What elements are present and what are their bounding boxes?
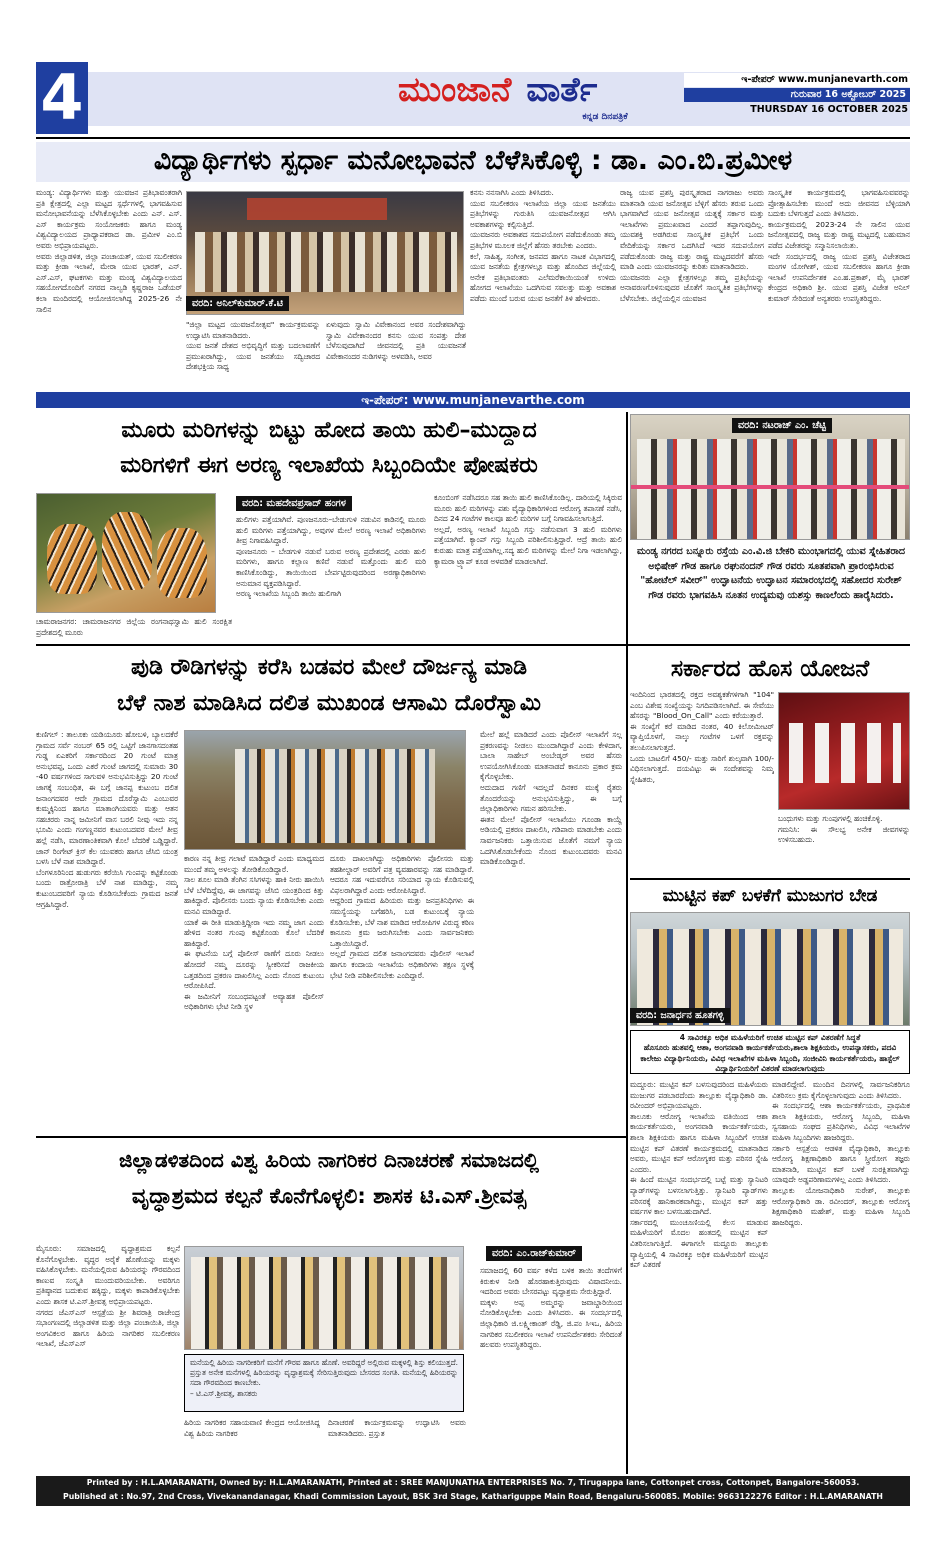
- epaper-bar[interactable]: ಇ-ಪೇಪರ್: www.munjanevarthe.com: [36, 392, 910, 408]
- story7-col3: ದಿನಾಚರಣೆ ಕಾರ್ಯಕ್ರಮವನ್ನು ಉದ್ಘಾಟಿಸಿ ಅವರು ಮಾತನಾಡಿದರು. ಪ್ರಸ್ತುತ: [328, 1418, 466, 1438]
- epaper-link[interactable]: ಇ-ಪೇಪರ್ www.munjanevarth.com: [684, 73, 910, 87]
- story5-headline: ಸರ್ಕಾರದ ಹೊಸ ಯೋಜನೆ: [670, 656, 870, 682]
- imprint-line1: Printed by : H.L.AMARANATH, Owned by: H.L.AMARANATH, Printed at : SREE MANJUNATHA ENTERPRISES No. 7, Tirugappa lane, Cottonpet cross, Cottonpet, Bangalore-560053.: [86, 1478, 860, 1487]
- story1-col4: ಕನಸು ನನಸಾಗಿಸಿ ಎಂದು ತಿಳಿಸಿದರು. ಯುವ ಸಬಲೀಕರಣ ಇಲಾಖೆಯ ಜಿಲ್ಲಾ ಯುವ ಜನತೆಯು ಪ್ರತಿಭೆಗಳನ್ನು ಗುರುತಿಸಿ ಯುವಜನೋತ್ಸವ ಆಗಿಸಿ ಅವಕಾಶಗಳನ್ನು ಕಲ್ಪಿಸುತ್ತಿದೆ. ಯುವಜನರು ಅವಕಾಶದ ಸದುಪಯೋಗ ಪಡೆದುಕೊಂಡು ತಮ್ಮ ಪ್ರತಿಭೆಗಳ ಮೂಲಕ ಜಿಲ್ಲೆಗೆ ಹೆಸರು ತರಬೇಕು ಎಂದರು. ಕಲೆ, ಸಾಹಿತ್ಯ, ಸಂಗೀತ, ಜನಪದ ಹಾಗೂ ನಾಟಕ ವಿಭಾಗದಲ್ಲಿ ಯುವ ಜನತೆಯ ಕ್ಷೇತ್ರಗಳಲ್ಲೂ ಮತ್ತು ಹೊಂದಿದ ಜಿಲ್ಲೆಯಲ್ಲಿ ಅನೇಕ ಪ್ರತಿಭಾವಂತರು ಎಲೆಮರೆಕಾಯಿಯಂತೆ ಉಳಿದು ಹೋಗದ ಇಲಾಖೆಯು ಒದಗಿಸುವ ಸವಲತ್ತು ಮತ್ತು ಅವಕಾಶ ಪಡೆದು ಮುಂದೆ ಬರುವ ಯುವ ಜನತೆಗೆ ತಿಳಿ ಹೇಳಿದರು.: [470, 188, 616, 303]
- story1-col5: ರಾಜ್ಯ ಯುವ ಪ್ರಶಸ್ತಿ ಪುರಸ್ಕೃತರಾದ ನಾಗರಾಜು ಅವರು ಮಾತನಾಡಿ ಯುವ ಜನೋತ್ಸವ ಬೆಳ್ಳಿಗೆ ಹೆಸರು ತರುವ ಒಂದು ಭಾಗವಾಗಿದೆ ಯುವ ಜನೋತ್ಸವ ಯತ್ನಕ್ಕೆ ಸರ್ಕಾರ ಮತ್ತು ಇಲಾಖೆಗಳು ಪ್ರಮುಖವಾದ ಎಂದರೆ ತಪ್ಪಾಗುವುದಿಲ್ಲ. ಯುವಶಕ್ತಿ ಅಡಗಿರುವ ಸಾಂಸ್ಕೃತಿಕ ಪ್ರತಿಭೆಗೆ ಒಂದು ವೇದಿಕೆಯನ್ನು ಸರ್ಕಾರ ಒದಗಿಸಿದೆ ಇದರ ಸದುಪಯೋಗ ಪಡೆದುಕೊಂಡು ರಾಜ್ಯ ಮತ್ತು ರಾಷ್ಟ್ರ ಮಟ್ಟದವರೆಗೆ ಹೆಸರು ಮಾಡಿ ಎಂದು ಯುವಜನರನ್ನು ಕುರಿತು ಮಾತನಾಡಿದರು. ಯುವಜನರು ಎಲ್ಲಾ ಕ್ಷೇತ್ರಗಳಲ್ಲೂ ತಮ್ಮ ಪ್ರತಿಭೆಯನ್ನು ಅನಾವರಣಗೊಳಿಸುವುದರ ಜೊತೆಗೆ ಸಾಂಸ್ಕೃತಿಕ ಪ್ರತಿಭೆಗಳನ್ನು ಬೆಳೆಸಬೇಕು. ಜಿಲ್ಲೆಯಲ್ಲಿನ ಯುವಜನ: [620, 188, 764, 303]
- masthead-title-left: ಮುಂಜಾನೆ: [398, 70, 512, 110]
- story5-body-left: ಇಂದಿನಿಂದ ಭಾರತದಲ್ಲಿ ರಕ್ತದ ಅವಶ್ಯಕತೆಗಳಿಗಾಗಿ "104" ಎಂಬ ವಿಶೇಷ ಸಂಖ್ಯೆಯನ್ನು ನಿಗದಿಪಡಿಸಲಾಗಿದೆ. ಈ ಸೇವೆಯು ಹೆಸರನ್ನು "Blood_On_Call" ಎಂದು ಕರೆಯುತ್ತಾರೆ. ಈ ಸಂಖ್ಯೆಗೆ ಕರೆ ಮಾಡಿದ ನಂತರ, 40 ಕಿಲೋಮೀಟರ್ ವ್ಯಾಪ್ತಿಯೊಳಗೆ, ನಾಲ್ಕು ಗಂಟೆಗಳ ಒಳಗೆ ರಕ್ತವನ್ನು ತಲುಪಿಸಲಾಗುತ್ತದೆ. ಒಂದು ಬಾಟಲಿಗೆ 450/- ಮತ್ತು ಸಾರಿಗೆ ಶುಲ್ಕವಾಗಿ 100/- ವಿಧಿಸಲಾಗುತ್ತದೆ. ದಯವಿಟ್ಟು ಈ ಸಂದೇಶವನ್ನು ನಿಮ್ಮ ಸ್ನೇಹಿತರು,: [630, 690, 774, 784]
- field-photo: [184, 730, 466, 850]
- story4-col3: ದೂರು ದಾಖಲಾಗಿದ್ದು ಅಧಿಕಾರಿಗಳು ಪೊಲೀಸರು ಮತ್ತು ತಹಶೀಲ್ದಾರ್ ಅವರಿಗೆ ಪತ್ರ ವ್ಯವಹಾರವನ್ನು ಸಹ ಮಾಡಿದ್ದಾರೆ. ಆದರೂ ಸಹ ಇದುವರೆಗೂ ಸರಿಯಾದ ನ್ಯಾಯ ಕೊಡಿಸುವಲ್ಲಿ ವಿಫಲರಾಗಿದ್ದಾರೆ ಎಂದು ಆರೋಪಿಸಿದ್ದಾರೆ. ಆದ್ದರಿಂದ ಗ್ರಾಮದ ಹಿರಿಯರು ಮತ್ತು ಜನಪ್ರತಿನಿಧಿಗಳು ಈ ಸಮಸ್ಯೆಯನ್ನು ಬಗೆಹರಿಸಿ, ಬಡ ಕುಟುಂಬಕ್ಕೆ ನ್ಯಾಯ ಕೊಡಿಸಬೇಕು, ಬೆಳೆ ನಾಶ ಮಾಡಿದ ಆರೋಪಿಗಳ ವಿರುದ್ಧ ಕಠಿಣ ಕಾನೂನು ಕ್ರಮ ಜರುಗಿಸಬೇಕು ಎಂದು ಸಾರ್ವಜನಿಕರು ಒತ್ತಾಯಿಸಿದ್ದಾರೆ. ಅಲ್ಲದೆ ಗ್ರಾಮದ ದಲಿತ ಜನಾಂಗದವರು ಪೊಲೀಸ್ ಇಲಾಖೆ ಹಾಗೂ ಕಂದಾಯ ಇಲಾಖೆಯ ಅಧಿಕಾರಿಗಳು ತಕ್ಷಣ ಸ್ಥಳಕ್ಕೆ ಭೇಟಿ ನೀಡಿ ಪರಿಶೀಲಿಸಬೇಕು ಎಂದಿದ್ದಾರೆ.: [330, 854, 474, 980]
- story1-col1: ಮಂಡ್ಯ: ವಿದ್ಯಾರ್ಥಿಗಳು ಮತ್ತು ಯುವಜನ ಪ್ರತಿಭಾವಂತರಾಗಿ ಪ್ರತಿ ಕ್ಷೇತ್ರದಲ್ಲಿ ಎಲ್ಲಾ ಮಟ್ಟದ ಸ್ಪರ್ಧೆಗಳಲ್ಲಿ ಭಾಗವಹಿಸುವ ಮನೋಭಾವನೆಯನ್ನು ಬೆಳೆಸಿಕೊಳ್ಳಬೇಕು ಎಂದು ಎನ್. ಎಸ್. ಎಸ್ ಕಾರ್ಯಕ್ರಮ ಸಂಯೋಜಕರು ಹಾಗೂ ಮಂಡ್ಯ ವಿಶ್ವವಿದ್ಯಾಲಯದ ಪ್ರಾಧ್ಯಾಪಕರಾದ ಡಾ. ಪ್ರಮೀಳ ಎಂ.ಬಿ ಅವರು ಅಭಿಪ್ರಾಯಪಟ್ಟರು. ಅವರು ಜಿಲ್ಲಾಡಳಿತ, ಜಿಲ್ಲಾ ಪಂಚಾಯತ್, ಯುವ ಸಬಲೀಕರಣ ಮತ್ತು ಕ್ರೀಡಾ ಇಲಾಖೆ, ಮೇರಾ ಯುವ ಭಾರತ್, ಎನ್. ಎಸ್.ಎಸ್, ಘಟಕಗಳು ಮತ್ತು ಮಂಡ್ಯ ವಿಶ್ವವಿದ್ಯಾಲಯದ ಸಹಯೋಗದೊಂದಿಗೆ ನಗರದ ನಾಲ್ವಡಿ ಕೃಷ್ಣರಾಜ ಒಡೆಯರ್ ಕಲಾ ಮಂದಿರದಲ್ಲಿ ಆಯೋಜಿಸಲಾಗಿದ್ದ 2025-26 ನೇ ಸಾಲಿನ: [36, 188, 182, 314]
- section-divider-3: [36, 1136, 626, 1138]
- story7-headline-line1: ಜಿಲ್ಲಾಡಳಿತದಿಂದ ವಿಶ್ವ ಹಿರಿಯ ನಾಗರಿಕರ ದಿನಾಚರಣೆ ಸಮಾಜದಲ್ಲಿ: [119, 1148, 539, 1172]
- masthead-title-right: ವಾರ್ತೆ: [526, 70, 598, 110]
- imprint-footer: [36, 1476, 910, 1506]
- story7-col2: ಹಿರಿಯ ನಾಗರಿಕರ ಸಹಾಯವಾಣಿ ಕೇಂದ್ರದ ಆಯೋಜಿಸಿದ್ದ ವಿಶ್ವ ಹಿರಿಯ ನಾಗರಿಕರ: [184, 1418, 320, 1438]
- crowd-figures: [195, 232, 457, 292]
- story6-col2: ಮಾಡಲಿದ್ದೇವೆ. ಮುಂದಿನ ದಿನಗಳಲ್ಲಿ ಸಾರ್ವಜನಿಕರಿಗೂ ವಿತರಿಸಲು ಕ್ರಮ ಕೈಗೊಳ್ಳಲಾಗುವುದು ಎಂದು ತಿಳಿಸಿದರು. ಈ ಸಂದರ್ಭದಲ್ಲಿ ಆಶಾ ಕಾರ್ಯಕರ್ತೆಯರು, ಪ್ರಾಥಮಿಕ ಶಾಲಾ ಶಿಕ್ಷಕಿಯರು, ಆರೋಗ್ಯ ಸಿಬ್ಬಂದಿ, ಮಹಿಳಾ ಸ್ವಸಹಾಯ ಸಂಘದ ಪ್ರತಿನಿಧಿಗಳು, ವಿವಿಧ ಇಲಾಖೆಗಳ ಮಹಿಳಾ ಸಿಬ್ಬಂದಿಗಳು ಹಾಜರಿದ್ದರು. ಸರ್ಕಾರಿ ಆಸ್ಪತ್ರೆಯ ಆಡಳಿತ ವೈದ್ಯಾಧಿಕಾರಿ, ತಾಲ್ಲೂಕು ಆರೋಗ್ಯ ಶಿಕ್ಷಣಾಧಿಕಾರಿ ಹಾಗೂ ಸ್ತ್ರೀರೋಗ ತಜ್ಞರು ಮಾತನಾಡಿ, ಮುಟ್ಟಿನ ಕಪ್ ಬಳಕೆ ಸುರಕ್ಷಿತವಾಗಿದ್ದು ಯಾವುದೇ ಅಡ್ಡಪರಿಣಾಮಗಳಿಲ್ಲ ಎಂದು ತಿಳಿಸಿದರು. ತಾಲ್ಲೂಕು ಯೋಜನಾಧಿಕಾರಿ ಸುರೇಶ್, ತಾಲ್ಲೂಕು ಆರೋಗ್ಯಾಧಿಕಾರಿ ಡಾ. ರವೀಂದರ್, ತಾಲ್ಲೂಕು ಆರೋಗ್ಯ ಶಿಕ್ಷಣಾಧಿಕಾರಿ ಮಹೇಶ್, ಮತ್ತು ಮಹಿಳಾ ಸಿಬ್ಬಂದಿ ಹಾಜರಿದ್ದರು.: [772, 1080, 910, 1227]
- story2-col1: ಚಾಮರಾಜನಗರ: ಚಾಮರಾಜನಗರ ಜಿಲ್ಲೆಯ ರಂಗನಾಥಸ್ವಾಮಿ ಹುಲಿ ಸಂರಕ್ಷಿತ ಪ್ರದೇಶದಲ್ಲಿ ಮೂರು: [36, 617, 232, 637]
- story4-col4: ಮೇಲೆ ಹಲ್ಲೆ ಮಾಡಿದರೆ ಎಂದು ಪೊಲೀಸ್ ಇಲಾಖೆಗೆ ಸಲ್ಲ ಪ್ರಕರಣವನ್ನು ನೀಡಲು ಮುಂದಾಗಿದ್ದಾರೆ ಎಂದು ಕೇಳಿದಾಗ, ಬಾಲಾ ಸಾಹೇಬ್ ಅಂಬೇಡ್ಕರ್ ಅವರ ಹೆಸರು ಉಪಯೋಗಿಸಿಕೊಂಡು ಮಾತನಾಡದೆ ಕಾನೂನು ಪ್ರಕಾರ ಕ್ರಮ ಕೈಗೊಳ್ಳಬೇಕು. ಅದುದಾದ ಗಣಿಗೆ ಇದಲ್ಲದೆ ದಿನಕರ ಮುಕ್ಕೆ ರೈತರು ತೊಂದರೆಯನ್ನು ಅನುಭವಿಸುತ್ತಿದ್ದು, ಈ ಬಗ್ಗೆ ಜಿಲ್ಲಾಧಿಕಾರಿಗಳು ಗಮನ ಹರಿಸಬೇಕು. ಈತನ ಮೇಲೆ ಪೊಲೀಸ್ ಇಲಾಖೆಯು ಗೂಂಡಾ ಕಾಯ್ದೆ ಅಡಿಯಲ್ಲಿ ಪ್ರಕರಣ ದಾಖಲಿಸಿ, ಗಡಿಪಾರು ಮಾಡಬೇಕು ಎಂದು ಸಾರ್ವಜನಿಕರು ಒತ್ತಾಯಿಸುವ ಜೊತೆಗೆ ನಮಗೆ ನ್ಯಾಯ ಒದಗಿಸಿಕೊಡಬೇಕೆಂದು ನೊಂದ ಕುಟುಂಬದವರು ಮನವಿ ಮಾಡಿಕೊಂಡಿದ್ದಾರೆ.: [480, 730, 622, 867]
- tiger-cub-2: [102, 512, 152, 590]
- story7-caption-box: ಮನೆಯಲ್ಲಿ ಹಿರಿಯ ನಾಗರೀಕರಿಗೆ ಮನೆಗೆ ಗೌರವ ಹಾಗೂ ಹೊಣೆ. ಅವರಿದ್ದರೆ ಅಲ್ಲಿರುವ ಮಕ್ಕಳಲ್ಲಿ ಶಿಸ್ತು ಕಲಿಯುತ್ತದೆ. ಪ್ರಸ್ತುತ ಅನೇಕ ಮನೆಗಳಲ್ಲಿ ಹಿರಿಯರನ್ನು ವೃದ್ಧಾಶ್ರಮಕ್ಕೆ ಸೇರಿಸುತ್ತಿರುವುದು ಬೇಸರದ ಸಂಗತಿ. ಮನೆಯಲ್ಲಿ ಹಿರಿಯರನ್ನು ಸದಾ ಗೌರವದಿಂದ ಕಾಣಬೇಕು. – ಟಿ.ಎಸ್.ಶ್ರೀವತ್ಸ, ಶಾಸಕರು: [184, 1354, 464, 1412]
- section-divider-2: [36, 644, 910, 646]
- date-kannada: ಗುರುವಾರ 16 ಅಕ್ಟೋಬರ್ 2025: [684, 88, 910, 102]
- blood-bag-labels: [789, 723, 901, 783]
- story4-headline-line1: ಪುಡಿ ರೌಡಿಗಳನ್ನು ಕರೆಸಿ ಬಡವರ ಮೇಲೆ ದೌರ್ಜನ್ಯ ಮಾಡಿ: [131, 655, 527, 680]
- story2-photo-credit: ವರದಿ: ಮಹದೇವಪ್ರಸಾದ್ ಹಂಗಳ: [236, 496, 352, 511]
- story1-col3: ಏಳುವುದು ಸ್ವಾಮಿ ವಿವೇಕಾನಂದ ಅವರ ಸಂದೇಶವಾಗಿದ್ದು ಸ್ವಾಮಿ ವಿವೇಕಾನಂದರ ಕನಸು ಯುವ ಸಂಪತ್ತು ದೇಶ ಬೆಳೆಸುವುದಾಗಿದೆ ಜೀವನದಲ್ಲಿ ಪ್ರತಿ ಯುವಜನತೆ ವಿವೇಕಾನಂದರ ನುಡಿಗಳನ್ನು ಅಳವಡಿಸಿ, ಅವರ: [326, 320, 466, 361]
- masthead-tagline: ಕನ್ನಡ ದಿನಪತ್ರಿಕೆ: [582, 112, 628, 122]
- column-divider-2: [626, 412, 628, 644]
- story7-headline-line2: ವೃದ್ಧಾಶ್ರಮದ ಕಲ್ಪನೆ ಕೊನೆಗೊಳ್ಳಲಿ: ಶಾಸಕ ಟಿ.ಎಸ್.ಶ್ರೀವತ್ಸ: [131, 1184, 527, 1208]
- story2-headline-line2: ಮರಿಗಳಿಗೆ ಈಗ ಅರಣ್ಯ ಇಲಾಖೆಯ ಸಿಬ್ಬಂದಿಯೇ ಪೋಷಕರು: [120, 453, 538, 478]
- ribbon: [631, 485, 910, 489]
- story5-body-right: ಬಂಧುಗಳು ಮತ್ತು ಗುಂಪುಗಳಲ್ಲಿ ಹಂಚಿಕೊಳ್ಳಿ. ಗಮನಿಸಿ: ಈ ಸೌಲಭ್ಯ ಅನೇಕ ಜೀವಗಳನ್ನು ಉಳಿಸಬಹುದು.: [778, 814, 910, 845]
- tiger-cub-1: [47, 524, 97, 594]
- story3-body: ಮಂಡ್ಯ ನಗರದ ಬನ್ನೂರು ರಸ್ತೆಯ ಎಂ.ವಿ.ಜಿ ಬೇಕರಿ ಮುಂಭಾಗದಲ್ಲಿ ಯುವ ಸ್ನೇಹಿತರಾದ ಅಭಿಷೇಕ್ ಗೌಡ ಹಾಗೂ ರಘುನಂದನ್ ಗೌಡ ರವರು ಸೂತಪವಾಗಿ ಪ್ರಾರಂಭಿಸಿರುವ "ಹೋಟೆಲ್ ಸವೀರ್" ಉದ್ಘಾಟನೆಯ ಉದ್ಘಾಟನ ಸಮಾರಂಭದಲ್ಲಿ ಸಹೋದರ ಸುರೇಶ್ ಗೌಡ ರವರು ಭಾಗವಹಿಸಿ ನೂತನ ಉದ್ಯಮವು ಯಶಸ್ಸು ಕಾಣಲೆಂದು ಹಾರೈಸಿದರು.: [636, 546, 909, 601]
- page-number-box: 4: [36, 62, 88, 134]
- story4-col2: ಕಾರಣ ನನ್ನ ತೀವ್ರ ಗಲಾಟೆ ಮಾಡಿದ್ದಾರೆ ಎಂದು ಮಾಧ್ಯಮದ ಮುಂದೆ ತಮ್ಮ ಅಳಲನ್ನು ತೋಡಿಕೊಂಡಿದ್ದಾರೆ. ಸಾಲ ಶೂಲ ಮಾಡಿ ತೆಂಗಿನ ಸಸಿಗಳನ್ನು ಹಾಕಿ ನೀರು ಹಾಯಿಸಿ ಬೆಳೆ ಬೆಳೆದಿದ್ದೆವು, ಈ ಜಾಗವನ್ನು ಜೆಸಿಬಿ ಯಂತ್ರದಿಂದ ಕಿತ್ತು ಹಾಕಿದ್ದಾರೆ. ಪೊಲೀಸರು ಬಂದು ನ್ಯಾಯ ಕೊಡಿಸಬೇಕು ಎಂದು ಮನವಿ ಮಾಡಿದ್ದಾರೆ. ಯಾಕೆ ಈ ರೀತಿ ಮಾಡುತ್ತಿದ್ದೀರಾ ಇದು ನಮ್ಮ ಜಾಗ ಎಂದು ಹೇಳಿದ ನಂತರ ಗುಂಪು ಕಟ್ಟಿಕೊಂಡು ಕೊಲೆ ಬೆದರಿಕೆ ಹಾಕಿದ್ದಾರೆ. ಈ ಘಟನೆಯ ಬಗ್ಗೆ ಪೊಲೀಸ್ ಠಾಣೆಗೆ ದೂರು ನೀಡಲು ಹೋದರೆ ನಮ್ಮ ದೂರನ್ನು ಸ್ವೀಕರಿಸದೆ ರಾಜಕೀಯ ಒತ್ತಡದಿಂದ ಪ್ರಕರಣ ದಾಖಲಿಸಿಲ್ಲ ಎಂದು ನೊಂದ ಕುಟುಂಬ ಆರೋಪಿಸಿದೆ. ಈ ಜಮೀನಿಗೆ ಸಂಬಂಧಪಟ್ಟಂತೆ ಅವ್ಯಾಹತ ಪೊಲೀಸ್ ಅಧಿಕಾರಿಗಳು ಭೇಟಿ ನೀಡಿ ಸ್ಥಳ: [184, 854, 324, 1012]
- story1-photo-credit: ವರದಿ: ಅನಿಲ್‌ಕುಮಾರ್.ಕೆ.ಟಿ: [186, 296, 289, 311]
- story1-col6: ಸಾಂಸ್ಕೃತಿಕ ಕಾರ್ಯಕ್ರಮದಲ್ಲಿ ಭಾಗವಹಿಸುವವರನ್ನು ಪ್ರೋತ್ಸಾಹಿಸಬೇಕು ಮುಂದೆ ಅದು ಜೀವನದ ಬೆಳ್ಳಿಯಾಗಿ ಬದುಕು ಬೆಳಗುತ್ತದೆ ಎಂದು ತಿಳಿಸಿದರು. ಕಾರ್ಯಕ್ರಮದಲ್ಲಿ 2023-24 ನೇ ಸಾಲಿನ ಯುವ ಜನೋತ್ಸವದಲ್ಲಿ ರಾಜ್ಯ ಮತ್ತು ರಾಷ್ಟ್ರ ಮಟ್ಟದಲ್ಲಿ ಬಹುಮಾನ ಪಡೆದ ವಿಜೇತರನ್ನು ಸನ್ಮಾನಿಸಲಾಯಿತು. ಇದೇ ಸಂದರ್ಭದಲ್ಲಿ ರಾಜ್ಯ ಯುವ ಪ್ರಶಸ್ತಿ ವಿಜೇತರಾದ ಮಂಗಳ ಯೋಗೀಶ್, ಯುವ ಸಬಲೀಕರಣ ಹಾಗೂ ಕ್ರೀಡಾ ಇಲಾಖೆ ಉಪನಿರ್ದೇಶಕ ಎಂ.ಹ.ಪ್ರಕಾಶ್, ಮೈ ಭಾರತ್ ಕೇಂದ್ರದ ಅಧಿಕಾರಿ ಶ್ರೀ. ಯುವ ಪ್ರಶಸ್ತಿ ವಿಜೇತ ಅನಿಲ್ ಕುಮಾರ್ ಸೇರಿದಂತೆ ಅನ್ಯತರರು ಉಪಸ್ಥಿತರಿದ್ದರು.: [768, 188, 910, 303]
- tiger-cub-3: [157, 528, 207, 598]
- imprint-line2: Published at : No.97, 2nd Cross, Vivekanandanagar, Khadi Commission Layout, BSK 3rd Stage, Kathariguppe Main Road, Bengaluru-560085. Mobile: 9663122276 Editor : H.L.AMARANATH: [63, 1492, 883, 1501]
- story1-col2: "ಜಿಲ್ಲಾ ಮಟ್ಟದ ಯುವಜನೋತ್ಸವ" ಕಾರ್ಯಕ್ರಮವನ್ನು ಉದ್ಘಾಟಿಸಿ ಮಾತನಾಡಿದರು. ಯುವ ಜನತೆ ದೇಶದ ಅಭಿವೃದ್ಧಿಗೆ ಮತ್ತು ಬದಲಾವಣೆಗೆ ಪ್ರಮುಖರಾಗಿದ್ದು, ಯುವ ಜನತೆಯು ಸದ್ವಿಚಾರದ ದೇಶಭಕ್ತಿಯ ಸಾಧ್ಯ: [186, 320, 320, 372]
- story5-divider: [630, 878, 910, 880]
- tiger-cubs-photo: [36, 493, 216, 613]
- column-divider-3: [626, 646, 628, 1474]
- story4-headline-line2: ಬೆಳೆ ನಾಶ ಮಾಡಿಸಿದ ದಲಿತ ಮುಖಂಡ ಆಸಾಮಿ ದೊರೆಸ್ವಾಮಿ: [117, 691, 541, 716]
- story7-col1: ಮೈಸೂರು: ಸಮಾಜದಲ್ಲಿ ವೃದ್ಧಾಶ್ರಮದ ಕಲ್ಪನೆ ಕೊನೆಗೊಳ್ಳಬೇಕು. ವೃದ್ಧರ ಅರೈಕೆ ಹೊಣೆಯನ್ನು ಮಕ್ಕಳು ವಹಿಸಿಕೊಳ್ಳಬೇಕು. ಮನೆಯಲ್ಲಿರುವ ಹಿರಿಯರನ್ನು ಗೌರವದಿಂದ ಕಾಣುವ ಸಂಸ್ಕೃತಿ ಮುಂದುವರಿಯಬೇಕು. ಅವರಿಗೂ ಪ್ರತಿಷ್ಠಾನದ ಬದುಕುವ ಹಕ್ಕಿದ್ದು, ಮಕ್ಕಳು ಕಾಪಾಡಿಕೊಳ್ಳಬೇಕು ಎಂದು ಶಾಸಕ ಟಿ.ಎಸ್.ಶ್ರೀವತ್ಸ ಅಭಿಪ್ರಾಯಪಟ್ಟರು. ನಗರದ ಜೆಎಸ್‌ಎಸ್ ಆಸ್ಪತ್ರೆಯ ಶ್ರೀ ಶಿವರಾತ್ರಿ ರಾಜೇಂದ್ರ ಸಭಾಂಗಣದಲ್ಲಿ ಜಿಲ್ಲಾಡಳಿತ ಮತ್ತು ಜಿಲ್ಲಾ ಪಂಚಾಯಿತಿ, ಜಿಲ್ಲಾ ಅಂಗವಿಕಲರ ಹಾಗೂ ಹಿರಿಯ ನಾಗರಿಕರ ಸಬಲೀಕರಣ ಇಲಾಖೆ, ಜೆಎಸ್‌ಎಸ್: [36, 1244, 180, 1349]
- honorees-group: [191, 1257, 459, 1349]
- people-group: [637, 439, 905, 539]
- story6-caption-box: 4 ಸಾವಿರಕ್ಕೂ ಅಧಿಕ ಮಹಿಳೆಯರಿಗೆ ಉಚಿತ ಮುಟ್ಟಿನ ಕಪ್ ವಿತರಣೆಗೆ ಸಿದ್ಧತೆ ಹೊಸೂರು ಹುತವಲ್ಲಿ ಆಶಾ, ಅಂಗನವಾಡಿ ಕಾರ್ಯಕರ್ತೆಯರು,ಶಾಲಾ ಶಿಕ್ಷಕಿಯರು, ಉಪನ್ಯಾಸಕರು, ಪದವಿ ಕಾಲೇಜು ವಿದ್ಯಾರ್ಥಿನಿಯರು, ವಿವಿಧ ಇಲಾಖೆಗಳ ಮಹಿಳಾ ಸಿಬ್ಬಂದಿ, ಸಂಜೀವಿನಿ ಕಾರ್ಯಕರ್ತೆಯರು, ಹಾಸ್ಟೆಲ್ ವಿದ್ಯಾರ್ಥಿನಿಯರಿಗೆ ವಿತರಣೆ ಮಾಡಲಾಗುವುದು: [630, 1030, 910, 1074]
- story7-col4: ಸಮಾಜದಲ್ಲಿ 60 ವರ್ಷ ಕಳೆದ ಬಳಿಕ ತಾಯಿ ತಂದೆಗಳಿಗೆ ಕಿರುಕುಳ ನೀಡಿ ಹೊರಹಾಕುತ್ತಿರುವುದು ವಿಷಾದನೀಯ. ಇದರಿಂದ ಅವರು ಬೇಸರಪಟ್ಟು ವೃದ್ಧಾಶ್ರಮ ಸೇರುತ್ತಿದ್ದಾರೆ. ಮಕ್ಕಳು ಅಪ್ಪ ಅಮ್ಮರನ್ನು ಜವಾಬ್ದಾರಿಯಿಂದ ನೋಡಿಕೊಳ್ಳಬೇಕು ಎಂದು ತಿಳಿಸಿದರು. ಈ ಸಂದರ್ಭದಲ್ಲಿ ಜಿಲ್ಲಾಧಿಕಾರಿ ಜಿ.ಲಕ್ಷ್ಮೀಕಾಂತ್ ರೆಡ್ಡಿ, ಜಿ.ಪಂ ಸಿಇಒ, ಹಿರಿಯ ನಾಗರಿಕರ ಸಬಲೀಕರಣ ಇಲಾಖೆ ಉಪನಿರ್ದೇಶಕರು ಸೇರಿದಂತೆ ಹಲವರು ಉಪಸ್ಥಿತರಿದ್ದರು.: [480, 1266, 622, 1350]
- story7-photo-credit: ವರದಿ: ಎಂ.ರಾಜ್‌ಕುಮಾರ್: [486, 1246, 582, 1261]
- story2-col3: ಕೂಂಬಿಂಗ್ ನಡೆಸಿದರೂ ಸಹ ತಾಯಿ ಹುಲಿ ಕಾಣಿಸಿಕೊಂಡಿಲ್ಲ. ದಾರಿಯಲ್ಲಿ ಸಿಕ್ಕಿರುವ ಮೂರು ಹುಲಿ ಮರಿಗಳನ್ನು ಪಶು ವೈದ್ಯಾಧಿಕಾರಿಗಳಿಂದ ಆರೋಗ್ಯ ತಪಾಸಣೆ ನಡೆಸಿ, ದಿನದ 24 ಗಂಟೆಗಳ ಕಾಲವೂ ಹುಲಿ ಮರಿಗಳ ಬಗ್ಗೆ ನಿಗಾವಹಿಸಲಾಗುತ್ತಿದೆ. ಅಲ್ಲದೆ, ಅರಣ್ಯ ಇಲಾಖೆ ಸಿಬ್ಬಂದಿ ಗಸ್ತು ನಡೆಸುವಾಗ 3 ಹುಲಿ ಮರಿಗಳು ಪತ್ತೆಯಾಗಿವೆ. ಕ್ಯಾಂಪ್ ಗಸ್ತು ಸಿಬ್ಬಂದಿ ಪರಿಶೀಲಿಸುತ್ತಿದ್ದಾರೆ. ಆದ್ರೆ ತಾಯಿ ಹುಲಿ ಕುರುಹು ಮಾತ್ರ ಪತ್ತೆಯಾಗಿಲ್ಲ.ಸದ್ಯ ಹುಲಿ ಮರಿಗಳನ್ನು ಮೇಲೆ ನಿಗಾ ಇಡಲಾಗಿದ್ದು, ಕ್ಯಾಮರಾ ಟ್ರ್ಯಾಪ್ ಕೂಡ ಅಳವಡಿಕೆ ಮಾಡಲಾಗಿದೆ.: [434, 493, 622, 566]
- story1-headline: ವಿದ್ಯಾರ್ಥಿಗಳು ಸ್ಪರ್ಧಾ ಮನೋಭಾವನೆ ಬೆಳೆಸಿಕೊಳ್ಳಿ : ಡಾ. ಎಂ.ಬಿ.ಪ್ರಮೀಳ: [36, 142, 910, 182]
- story6-headline: ಮುಟ್ಟಿನ ಕಪ್ ಬಳಕೆಗೆ ಮುಜುಗರ ಬೇಡ: [662, 886, 878, 906]
- story4-col1: ಕುಣಿಗಲ್ : ತಾಲೂಕು ಯಡಿಯೂರು ಹೋಬಳಿ, ಬ್ಯಾಲದಕೆರೆ ಗ್ರಾಮದ ಸರ್ವೆ ನಂಬರ್ 65 ರಲ್ಲಿ ಒಟ್ಟಿಗೆ ಜಾನಗಾಸದಂತಹ ಗುಡ್ಡ ಏಎಕರಿಗೆ ಸರ್ಕಾರದಿಂದ 20 ಗುಂಟೆ ಮಾತ್ರ ಅನುಭವಪ್ಪ, ಒಂದು ಎಕರೆ ಗುಂಟೆ ಜಾಗದಲ್ಲಿ ಸುಮಾರು 30 -40 ವರ್ಷಗಳಿಂದ ಸಾಗುವಳಿ ಅನುಭವಿಸುತ್ತಿದ್ದು 20 ಗುಂಟೆ ಜಾಗಕ್ಕೆ ಸಂಬಂಧಿತ, ಈ ಬಗ್ಗೆ ಜಾನಪ್ಪ ಕುಟುಂಬ ದಲಿತ ಜನಾಂಗದವರ ಆದೇ ಗ್ರಾಮದ ದೊರೆಸ್ವಾಮಿ ಎಂಬುವರ ಕುಮ್ಮಕ್ಕಿನಿಂದ ಹಾಗೂ ಮಾತಾಂಗಿಯವರು ಮತ್ತು ಆತನ ಸಹಚರರು ನಾನ್ನ ಜಮೀನಿಗೆ ವಾಸ ಬರಲಿ ನೀವು ಇದು ನನ್ನ ಭೂಮಿ ಎಂದು ಗಂಗಣ್ಣನವರ ಕುಟುಂಬದವರ ಮೇಲೆ ತೀವ್ರ ಹಲ್ಲೆ ನಡೆಸಿ, ಮಾರಣಾಂತಿಕವಾಗಿ ಕೊಲೆ ಬೆದರಿಕೆ ಒಡ್ಡಿದ್ದಾರೆ. ಜಾನ್‌ ರಿಂಗೇಟ್ ಕ್ರಿಸ್‌ ಕೆಲ ಯುವಕರು ಹಾಗೂ ಜೆಸಿಬಿ ಯಂತ್ರ ಬಳಸಿ ಬೆಳೆ ನಾಶ ಮಾಡಿದ್ದಾರೆ. ಬೆಂಗಳೂರಿನಿಂದ ಹುಡುಗರು ಕರೆಯಿಸಿ ಗುಂಪನ್ನು ಕಟ್ಟಿಕೊಂಡು ಬಂದು ರಾತ್ರೋರಾತ್ರಿ ಬೆಳೆ ನಾಶ ಮಾಡಿದ್ದು, ನಮ್ಮ ಕುಟುಂಬದವರಿಗೆ ನ್ಯಾಯ ಕೊಡಿಸಬೇಕೆಂದು ಗ್ರಾಮದ ಜನತೆ ಆಗ್ರಹಿಸಿದ್ದಾರೆ.: [36, 730, 178, 909]
- story6-col1: ಮದ್ದೂರು: ಮುಟ್ಟಿನ ಕಪ್ ಬಳಸುವುದರಿಂದ ಮಹಿಳೆಯರು ಮುಜುಗರ ಪಡಬಾರದೆಂದು ತಾಲ್ಲೂಕು ವೈದ್ಯಾಧಿಕಾರಿ ಡಾ. ರವೀಂದರ್ ಅಭಿಪ್ರಾಯಪಟ್ಟರು. ತಾಲೂಕು ಆರೋಗ್ಯ ಇಲಾಖೆಯ ವತಿಯಿಂದ ಆಶಾ ಕಾರ್ಯಕರ್ತೆಯರು, ಅಂಗನವಾಡಿ ಕಾರ್ಯಕರ್ತೆಯರು, ಶಾಲಾ ಶಿಕ್ಷಕಿಯರು ಹಾಗೂ ಮಹಿಳಾ ಸಿಬ್ಬಂದಿಗೆ ಉಚಿತ ಮುಟ್ಟಿನ ಕಪ್ ವಿತರಣೆ ಕಾರ್ಯಕ್ರಮದಲ್ಲಿ ಮಾತನಾಡಿದ ಅವರು, ಮುಟ್ಟಿನ ಕಪ್ ಆರೋಗ್ಯಕರ ಮತ್ತು ಪರಿಸರ ಸ್ನೇಹಿ ಎಂದರು. ಈ ಹಿಂದೆ ಮುಟ್ಟಿನ ಸಂದರ್ಭದಲ್ಲಿ ಬಟ್ಟೆ ಮತ್ತು ಸ್ಯಾನಿಟರಿ ಪ್ಯಾಡ್‌ಗಳನ್ನು ಬಳಸಲಾಗುತ್ತಿತ್ತು. ಸ್ಯಾನಿಟರಿ ಪ್ಯಾಡ್‌ಗಳು ಪರಿಸರಕ್ಕೆ ಹಾನಿಕಾರಕವಾಗಿದ್ದು, ಮುಟ್ಟಿನ ಕಪ್ ಹತ್ತು ವರ್ಷಗಳ ಕಾಲ ಬಳಸಬಹುದಾಗಿದೆ. ಸರ್ಕಾರದಲ್ಲಿ ಮುಂಚೂಣಿಯಲ್ಲಿ ಕೆಲಸ ಮಾಡುವ ಮಹಿಳೆಯರಿಗೆ ಮೊದಲ ಹಂತದಲ್ಲಿ ಮುಟ್ಟಿನ ಕಪ್ ವಿತರಿಸಲಾಗುತ್ತಿದೆ. ಈಗಾಗಲೇ ಮದ್ದೂರು ತಾಲ್ಲೂಕು ವ್ಯಾಪ್ತಿಯಲ್ಲಿ 4 ಸಾವಿರಕ್ಕೂ ಅಧಿಕ ಮಹಿಳೆಯರಿಗೆ ಮುಟ್ಟಿನ ಕಪ್ ವಿತರಣೆ: [630, 1080, 768, 1270]
- villagers-group: [235, 749, 435, 843]
- masthead-divider: [36, 137, 910, 139]
- story2-col2: ಹುಲಿಗಳು ಪತ್ತೆಯಾಗಿವೆ. ಪುಣಜನೂರು–ಬೇಡುಗುಳಿ ನಡುವಿನ ಕಾಡಿನಲ್ಲಿ ಮೂರು ಹುಲಿ ಮರಿಗಳು ಪತ್ತೆಯಾಗಿದ್ದು, ಅವುಗಳ ಮೇಲೆ ಅರಣ್ಯ ಇಲಾಖೆ ಅಧಿಕಾರಿಗಳು ತೀವ್ರ ನಿಗಾವಹಿಸಿದ್ದಾರೆ. ಪುಣಜನೂರು – ಬೇಡಗುಳಿ ನಡುವೆ ಬರುವ ಅರಣ್ಯ ಪ್ರದೇಶದಲ್ಲಿ ಎರಡು ಹುಲಿ ಮರಿಗಳು, ಹಾಗೂ ಕಲ್ಲಾಣ ಕಣಿವೆ ನಡುವೆ ಮತ್ತೊಂದು ಹುಲಿ ಮರಿ ಕಾಣಿಸಿಕೊಂಡಿದ್ದು, ತಾಯಿಯಿಂದ ಬೇರ್ಪಟ್ಟಿರುವುದರಿಂದ ಅರಣ್ಯಾಧಿಕಾರಿಗಳು ಅನುಮಾನ ವ್ಯಕ್ತಪಡಿಸಿದ್ದಾರೆ. ಅರಣ್ಯ ಇಲಾಖೆಯ ಸಿಬ್ಬಂದಿ ತಾಯಿ ಹುಲಿಗಾಗಿ: [236, 515, 426, 599]
- story3-photo-credit: ವರದಿ: ನಟರಾಜ್ ಎಂ. ಚೆಟ್ಟಿ: [732, 418, 832, 433]
- stage-banner: [247, 198, 387, 220]
- senior-citizens-photo: [184, 1246, 464, 1350]
- blood-bags-photo: [778, 692, 910, 810]
- story6-photo-credit: ವರದಿ: ಜನಾರ್ಧನ ಹೂತಗಳ್ಳಿ: [630, 1008, 730, 1023]
- masthead-logo: [398, 66, 668, 116]
- story2-headline-line1: ಮೂರು ಮರಿಗಳನ್ನು ಬಿಟ್ಟು ಹೋದ ತಾಯಿ ಹುಲಿ–ಮುದ್ದಾದ: [121, 418, 537, 443]
- date-english: THURSDAY 16 OCTOBER 2025: [750, 104, 908, 115]
